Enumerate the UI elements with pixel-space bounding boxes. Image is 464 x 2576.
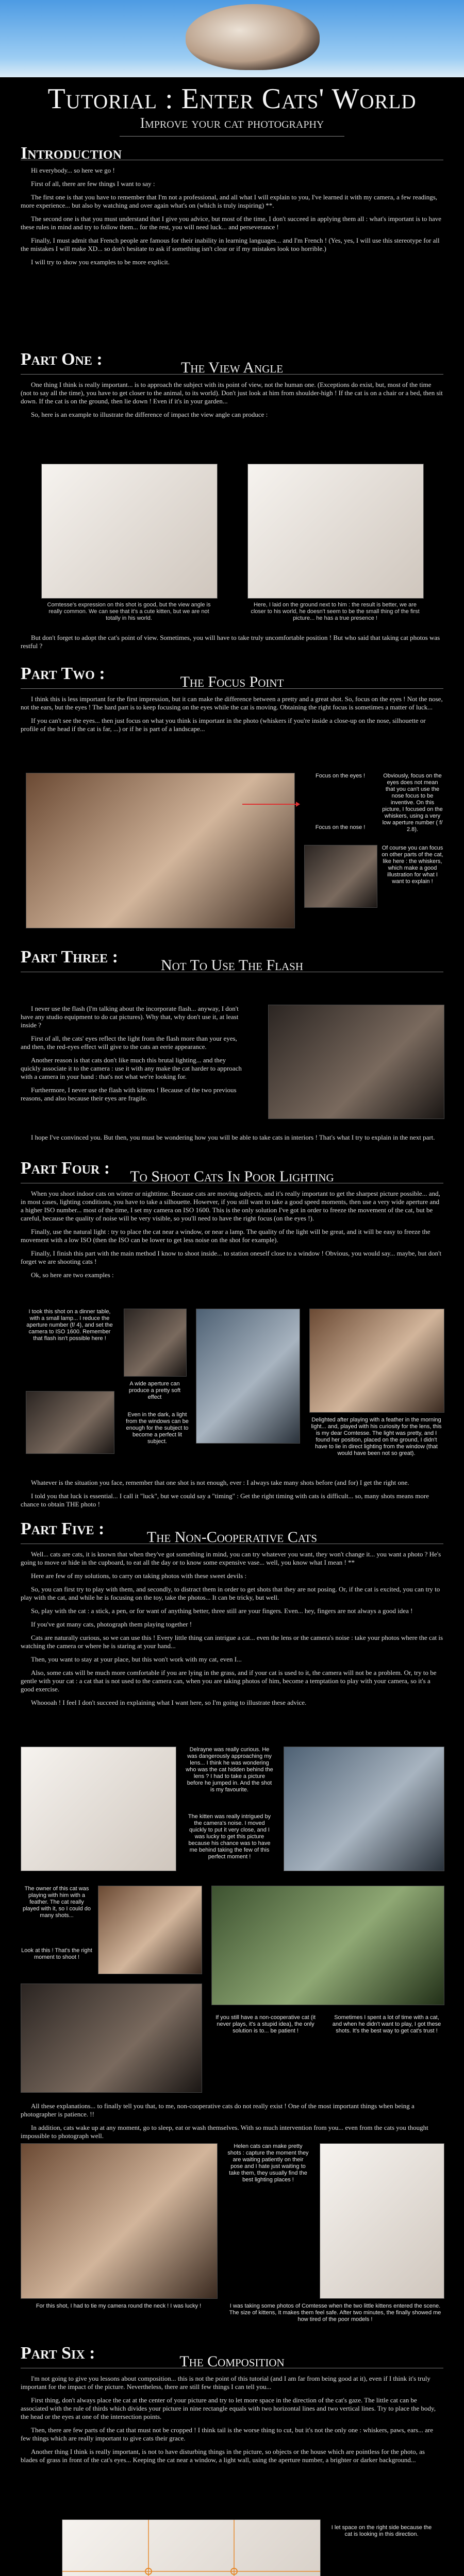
part6-paragraph: Another thing I think is really important, is not to have disturbing things in the picture, so objects or the house which are pointless for the photo, as blades of grass in front of the cat's eyes... Keeping the cat near a window, a light wall, using the aperture number, a brighter or darker background... [21, 2448, 425, 2464]
page-subtitle: Improve your cat photography [120, 115, 345, 137]
part2-section [21, 664, 443, 738]
photo-sleeping-cat [21, 2143, 218, 2299]
part4-label: Part Four : [21, 1159, 110, 1178]
part6-paragraph: First thing, don't always place the cat at the center of your picture and try to let more space in the direction of the cat's gaze. The little cat can be associated with the rule of thirds which divides your picture in nine rectangle equals with two horizontal lines and two vertical lines. Try to place the body, the head or the eyes at one of the intersection points. [21, 2396, 436, 2420]
intro-paragraph: I will try to show you examples to be more explicit. [31, 258, 170, 266]
part5-paragraph: So, you can first try to play with them, and secondly, to distract them in order to get shots that they are not posing. Or, if the cat is excited, you can try to play with the cat, and while he is focusing on the toy, take the photos... It can be tricky, but well. [21, 1585, 440, 1601]
part2-paragraph: If you can't see the eyes... then just focus on what you think is important in the photo (whiskers if you're inside a close-up on the nose, silhouette or profile of the head if the cat is far, ...) or if he is part of a landscape... [21, 717, 426, 733]
rule-of-thirds-grid [62, 2520, 320, 2576]
photo-cat-nose [304, 845, 377, 908]
part3-label: Part Three : [21, 947, 118, 967]
photo-flash-eyes [268, 1005, 444, 1119]
note-focus-eyes: Focus on the eyes ! [316, 773, 365, 779]
photo-morning-light [309, 1309, 444, 1413]
note-wide-aperture: A wide aperture can produce a pretty soft effect [128, 1381, 181, 1400]
intro-paragraph: First of all, there are few things I want to say : [31, 180, 155, 188]
photo-feather-play [98, 1886, 202, 1974]
part5-closing [21, 2102, 443, 2145]
intro-paragraph: The second one is that you must understand that I give you advice, but most of the time, I don't succeed in applying them all : what's important is to have these rules in mind and try to follow them... for the rest, you will need luck... and perseverance ! [21, 215, 442, 231]
photo-kitten-standing [41, 464, 218, 599]
photo-window-cat [196, 1309, 300, 1444]
part5-paragraph: Then, you want to stay at your place, but this won't work with my cat, even I... [31, 1655, 242, 1663]
photo-cat-eyes-closeup [26, 773, 295, 928]
note-whiskers: Obviously, focus on the eyes does not mean that you can't use the nose focus to be inventive. On this picture, I focused on the whiskers, using a very low aperture number ( f/ 2.8). [382, 773, 443, 833]
note-camera-neck: For this shot, I had to tie my camera round the neck ! I was lucky ! [36, 2303, 202, 2309]
page-title: Tutorial : Enter Cats' World [47, 83, 417, 115]
intro-paragraph: Finally, I must admit that French people are famous for their inability in learning languages... and I'm French ! (Yes, yes, I will use this stereotype for all the mistakes I will make XD... so don't hesitate to ask if something isn't clear or if my mistakes look too horrible.) [21, 236, 440, 252]
note-focus-nose: Focus on the nose ! [315, 824, 366, 831]
photo-cat-grass [211, 1886, 444, 2005]
part6-label: Part Six : [21, 2344, 95, 2363]
photo-composition-grid [62, 2519, 321, 2576]
part4-paragraph: Finally, use the natural light : try to place the cat near a window, or near a lamp. The quality of the light will be great, and it will be easy to freeze the movement with a low ISO (then the ISO can be lower to get less noise on the shot for example). [21, 1228, 430, 1244]
part3-paragraph: I never use the flash (I'm talking about the incorporate flash... anyway, I don't have any studio equipment to do cat pictures). Why that, why don't use it, at least inside ? [21, 1005, 239, 1029]
part5-heading: The Non-Cooperative Cats [146, 1529, 318, 1546]
part5-paragraph: If you've got many cats, photograph them playing together ! [31, 1620, 192, 1628]
note-right-moment: Look at this ! That's the right moment to shoot ! [21, 1947, 92, 1960]
part6-paragraph: I'm not going to give you lessons about composition... this is not the point of this tutorial (and I am far from being good at it), even if I think it's truly important for the impact of the picture. Nevertheless, there are still few things I can tell you... [21, 2375, 430, 2391]
photo-jumping-cat [21, 1984, 202, 2093]
banner-cat-photo [186, 4, 320, 70]
part5-paragraph: So, play with the cat : a stick, a pen, or for want of anything better, three still are your fingers. Even... hey, fingers are not always a good idea ! [31, 1607, 413, 1615]
part3-paragraph: First of all, the cats' eyes reflect the light from the flash more than your eyes, and then, the red-eyes effect will give to the cats an eerie appearance. [21, 1035, 237, 1050]
part1-closing-text: But don't forget to adopt the cat's point of view. Sometimes, you will have to take truly uncomfortable position ! But who said that taking cat photos was restful ? [21, 634, 440, 650]
part5-paragraph: Cats are naturally curious, so we can use this ! Every little thing can intrigue a cat... even the lens or the camera's noise : take your photos where the cat is watching the camera or where he is staring at your hand... [21, 1634, 443, 1650]
part4-closing-text: Whatever is the situation you face, remember that one shot is not enough, ever : I always take many shots before (and for) I get the right one. [31, 1479, 409, 1486]
part5-paragraph: Here are few of my solutions, to carry on taking photos with these sweet devils : [31, 1572, 247, 1580]
part3-paragraph: I hope I've convinced you. But then, you must be wondering how you will be able to take cats in interiors ! That's what I try to explain in the next part. [31, 1133, 435, 1141]
part1-label: Part One : [21, 350, 103, 369]
intro-heading: Introduction [21, 144, 122, 163]
part5-section [21, 1519, 443, 1712]
caption-right: Here, I laid on the ground next to him : the result is better, we are closer to his world, he doesn't seem to be the small thing of the first picture... he has a true presence ! [251, 602, 420, 621]
part1-heading: The View Angle [180, 359, 284, 376]
intro-section [21, 144, 443, 272]
part3-closing [21, 1133, 443, 1147]
part5-closing-text: In addition, cats wake up at any moment, go to sleep, eat or wash themselves. With so much intervention from you... even from the cats you thought impossible to photograph well. [21, 2124, 428, 2140]
photo-dark-cat [26, 1391, 114, 1454]
part3-heading: Not To Use The Flash [160, 957, 304, 974]
intro-paragraph: The first one is that you have to remember that I'm not a professional, and all what I will explain to you, I've learned it with my camera, a few readings, more experience... but also by watching and over again what's on (which is truly inspiring) **. [21, 193, 438, 209]
part5-closing-text: All these explanations... to finally tell you that, to me, non-cooperative cats do not really exist ! One of the most important things when being a photographer is patience. !! [21, 2102, 415, 2118]
photo-lamp-cat [124, 1309, 187, 1377]
part4-paragraph: When you shoot indoor cats on winter or nighttime. Because cats are moving subjects, and it's really important to get the sharpest picture possible... and, in most cases, lighting conditions, you have to take a silhouette. However, if you still want to take a good speed moments, then use a very wide aperture and a higher ISO number... most of the time, I set my camera on ISO 1600. This is the only solution I've got in order to freeze the movement of the cat, but be careful, because the quality of noise will be very visible, so you'll need to have the right focus (on the eyes !). [21, 1190, 440, 1222]
intro-paragraph: Hi everybody... so here we go ! [31, 166, 115, 174]
part6-heading: The Composition [179, 2353, 285, 2370]
note-camera-noise: The kitten was really intrigued by the camera's noise. I moved quickly to put it very close, and I was lucky to get this picture because his chance was to have me behind taking the few of this perfect moment ! [188, 1814, 271, 1860]
part5-label: Part Five : [21, 1519, 105, 1538]
part4-paragraph: Ok, so here are two examples : [31, 1271, 114, 1279]
part6-paragraph: Then, there are few parts of the cat that must not be cropped ! I think tail is the worse thing to cut, but it's not the only one : whiskers, paws, ears... are few things which are really important to give cats their grace. [21, 2426, 433, 2442]
note-space-right: I let space on the right side because the cat is looking in this direction. [331, 2524, 432, 2537]
part6-section [21, 2344, 443, 2469]
note-dinner-table: I took this shot on a dinner table, with a small lamp... I reduce the aperture number (f/ 4), and set the camera to ISO 1600. Remember that flash isn't possible here ! [26, 1309, 113, 1342]
header-banner [0, 0, 464, 77]
note-patient: If you still have a non-cooperative cat (it never plays, it's a stupid idea), the only solution is to... be patient ! [216, 2014, 316, 2034]
photo-curious-cat [21, 1747, 176, 1871]
part4-paragraph: Finally, I finish this part with the main method I know to shoot inside... to station oneself close to a window ! Obvious, you would say... maybe, but don't forget we are shooting cats ! [21, 1249, 442, 1265]
part4-section [21, 1159, 443, 1284]
photo-kittens [320, 2143, 444, 2299]
part3-paragraph: Another reason is that cats don't like much this brutal lighting... and they quickly associate it to the camera : use it with any make the cat harder to approach with a camera in your hand : that's not what we're looking for. [21, 1056, 242, 1080]
part2-label: Part Two : [21, 664, 105, 683]
part2-heading: The Focus Point [180, 673, 284, 690]
part1-paragraph: So, here is an example to illustrate the difference of impact the view angle can produce : [31, 411, 268, 418]
note-two-kittens: I was taking some photos of Comtesse when the two little kittens entered the scene. The size of kittens, It makes them feel safe. After two minutes, the finally showed me how tired of the poor models ! [229, 2303, 441, 2323]
photo-kitten-ground [247, 464, 424, 599]
caption-left: Comtesse's expression on this shot is good, but the view angle is really common. We can see that it's a cute kitten, but we are not totally in his world. [47, 602, 211, 621]
note-delrayne: Delrayne was really curious. He was dangerously approaching my lens... I think he was wondering who was the cat hidden behind the lens ? I had to take a picture before he jumped in. And the shot is my favourite. [186, 1747, 273, 1793]
part1-section [21, 350, 443, 424]
note-trust: Sometimes I spent a lot of time with a cat, and when he didn't want to play, I got these shots. It's the best way to get cat's trust ! [332, 2014, 441, 2034]
part3-body [21, 1005, 247, 1108]
note-comtesse: Delighted after playing with a feather in the morning light... and, played with his curiosity for the lens, this is my dear Comtesse. The light was pretty, and I found her position, placed on the ground, I didn't have to lie in direct lighting from the window (that would have been not so great). [311, 1417, 442, 1456]
part5-paragraph: Also, some cats will be much more comfortable if you are lying in the grass, and if your cat is used to it, the camera will not be a problem. Or, try to be gentle with your cat : a cat that is not used to the camera can, when you are taking photos of him, become a temptation to play with your camera, so it's a good exercise. [21, 1669, 437, 1693]
note-window-light: Even in the dark, a light from the windows can be enough for the subject to become a perfect lit subject. [126, 1412, 189, 1445]
part1-closing [21, 634, 443, 655]
note-whiskers-2: Of course you can focus on other parts of the cat, like here : the whiskers, which make a good illustration for what I want to explain ! [382, 845, 443, 885]
part3-section [21, 947, 443, 978]
title-block [0, 77, 464, 137]
note-helen-cats: Helen cats can make pretty shots : capture the moment they are waiting patiently on their pose and I hate just waiting to take them, they usually find the best lighting places ! [227, 2143, 309, 2183]
photo-kitten-lens [284, 1747, 444, 1871]
part3-paragraph: Furthermore, I never use the flash with kittens ! Because of the two previous reasons, and also because their eyes are fragile. [21, 1086, 237, 1102]
part5-paragraph: Whoooah ! I feel I don't succeed in explaining what I want here, so I'm going to illustrate these advice. [31, 1699, 307, 1706]
arrow-icon [242, 804, 299, 805]
part5-paragraph: Well... cats are cats, it is known that when they've got something in mind, you can try whatever you want, they won't change it... you want a photo ? He's going to move or hide in the cupboard, to eat all the day or to know some expensive vase... well, you know what I mean ! ** [21, 1550, 441, 1566]
part4-closing [21, 1479, 443, 1514]
note-feather: The owner of this cat was playing with him with a feather. The cat really played with it, so I could do many shots... [22, 1886, 91, 1919]
part4-closing-text: I told you that luck is essential... I call it "luck", but we could say a "timing" : Get the right timing with cats is difficult... so, many shots means more chance to obtain THE photo ! [21, 1492, 429, 1508]
part2-paragraph: I think this is less important for the first impression, but it can make the difference between a pretty and a great shot. So, focus on the eyes ! Not the nose, not the ears, but the eyes ! The hard part is to keep focusing on the eyes while the cat is moving. Obtaining the right focus is sometimes a matter of luck... [21, 695, 443, 711]
part4-heading: To Shoot Cats In Poor Lighting [130, 1168, 334, 1185]
part1-paragraph: One thing I think is really important... is to approach the subject with its point of view, not the human one. (Exceptions do exist, but, most of the time (not to say all the time), you have to get closer to the animal, to its world). Don't just look at him from shoulder-high ! If the cat is on a chair or a bed, then sit down. If the cat is on the ground, then lie down ! Even if it's in your garden... [21, 381, 443, 405]
